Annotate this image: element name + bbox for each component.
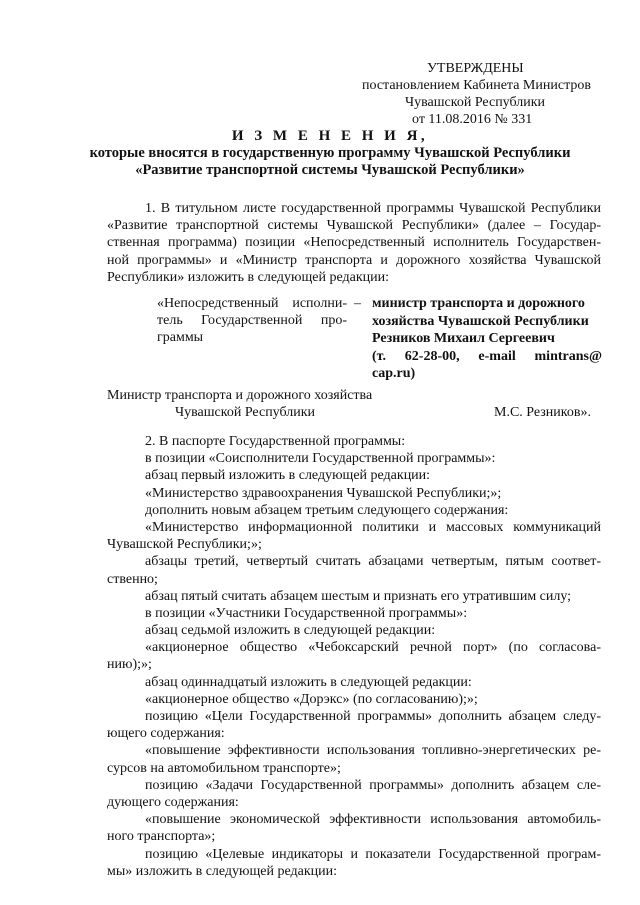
minister-signature-block — [107, 387, 601, 421]
section-2-line: «повышение экономической эффективности использования автомобиль- — [145, 812, 601, 828]
executor-value-line: хозяйства Чувашской Республики — [372, 313, 589, 329]
executor-value-line: Резников Михаил Сергеевич — [372, 331, 555, 346]
section-2-line: ственно; — [107, 571, 158, 587]
section-1-line: «Развитие транспортной системы Чувашской Республики» (далее – Государ- — [107, 218, 601, 234]
section-2-line: в позиции «Участники Государственной программы»: — [145, 605, 468, 621]
approval-republic: Чувашской Республики — [405, 95, 546, 110]
executor-dash: – — [354, 296, 361, 311]
executor-label-line: граммы — [157, 330, 204, 345]
minister-name: М.С. Резников». — [494, 405, 591, 420]
approval-authority: постановлением Кабинета Министров — [362, 78, 591, 93]
title-line-2: «Развитие транспортной системы Чувашской Республики» — [135, 162, 525, 178]
section-2-line: нию);»; — [107, 657, 152, 673]
section-2-line: абзацы третий, четвертый считать абзацами четвертым, пятым соответ- — [145, 554, 601, 570]
section-2-body — [107, 433, 601, 880]
section-2-line: абзац одиннадцатый изложить в следующей редакции: — [145, 674, 472, 690]
executor-value-line: (т. 62-28-00, e-mail mintrans@ — [372, 348, 602, 364]
approval-stamp — [362, 60, 602, 128]
approval-date-number: от 11.08.2016 № 331 — [412, 112, 533, 127]
executor-position-label — [157, 295, 347, 346]
section-1-line: ственная программа) позиции «Непосредственный исполнитель Государствен- — [107, 235, 601, 251]
title-heading: И З М Е Н Е Н И Я, — [231, 128, 429, 144]
section-2-line: абзац седьмой изложить в следующей редакции: — [145, 623, 436, 639]
section-2-line: позицию «Целевые индикаторы и показатели Государственной програм- — [145, 846, 601, 862]
minister-republic: Чувашской Республики — [175, 405, 316, 420]
section-1-line: Республики» изложить в следующей редакции: — [107, 269, 390, 285]
section-2-line: абзац первый изложить в следующей редакции: — [145, 468, 431, 484]
section-1-line: ной программы» и «Министр транспорта и дорожного хозяйства Чувашской — [107, 252, 601, 268]
section-2-line: «повышение эффективности использования топливно-энергетических ре- — [145, 743, 601, 759]
executor-value-line: cap.ru) — [372, 366, 416, 381]
section-1-line: 1. В титульном листе государственной программы Чувашской Республики — [145, 201, 601, 216]
section-2-line: «акционерное общество «Дорэкс» (по согласованию);»; — [145, 691, 478, 707]
section-2-line: «Министерство здравоохранения Чувашской Республики;»; — [145, 485, 502, 501]
section-2-line: абзац пятый считать абзацем шестым и признать его утратившим силу; — [145, 588, 572, 604]
section-2-line: «Министерство информационной политики и массовых коммуникаций — [145, 519, 601, 535]
section-2-line: позицию «Цели Государственной программы» дополнить абзацем следу- — [145, 709, 601, 724]
document-title — [60, 128, 600, 179]
section-2-line: в позиции «Соисполнители Государственной программы»: — [145, 451, 496, 467]
executor-label-line: «Непосредственный исполни- — [157, 296, 347, 311]
section-2-line: 2. В паспорте Государственной программы: — [145, 434, 406, 449]
section-2-line: Чувашской Республики;»; — [107, 537, 262, 553]
section-2-line: позицию «Задачи Государственной программы» дополнить абзацем сле- — [145, 777, 601, 793]
executor-value-line: министр транспорта и дорожного — [372, 296, 585, 311]
section-2-line: ющего содержания: — [107, 726, 225, 742]
section-2-line: мы» изложить в следующей редакции: — [107, 863, 338, 879]
section-2-line: сурсов на автомобильном транспорте»; — [107, 760, 341, 776]
section-2-line: «акционерное общество «Чебоксарский речной порт» (по согласова- — [145, 640, 601, 656]
section-2-line: дующего содержания: — [107, 794, 239, 810]
section-2-line: дополнить новым абзацем третьим следующего содержания: — [145, 502, 509, 518]
section-2-line: ного транспорта»; — [107, 829, 216, 845]
title-line-1: которые вносятся в государственную программу Чувашской Республики — [89, 145, 571, 161]
approval-heading: УТВЕРЖДЕНЫ — [427, 61, 524, 76]
minister-title: Министр транспорта и дорожного хозяйства — [107, 388, 373, 403]
executor-label-line: тель Государственной про- — [157, 313, 347, 328]
executor-position-value — [372, 295, 602, 383]
section-1-paragraph — [107, 200, 601, 286]
